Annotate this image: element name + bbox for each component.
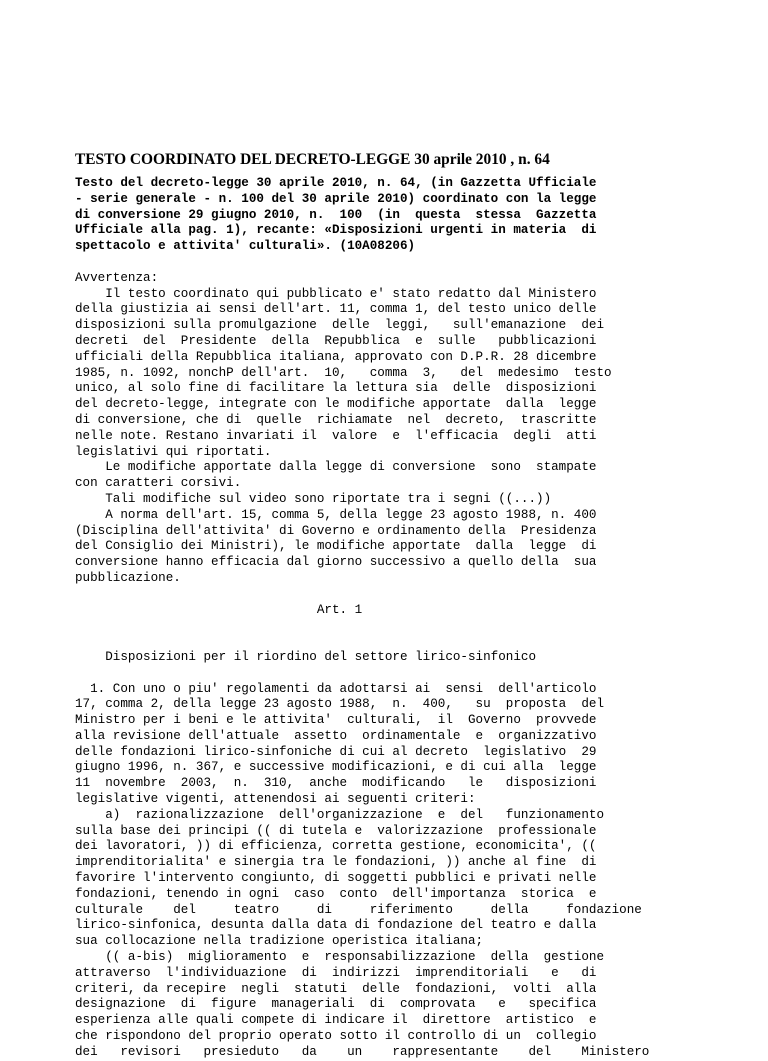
notice-line: Avvertenza: [75,270,159,285]
article-line: esperienza alle quali compete di indicare il direttore artistico e [75,1013,597,1028]
article-line: 1. Con uno o piu' regolamenti da adottarsi ai sensi dell'articolo [75,681,597,696]
spacer [75,587,695,603]
article-line: legislative vigenti, attenendosi ai seguenti criteri: [75,792,476,807]
article-line: che rispondono del proprio operato sotto il controllo di un collegio [75,1029,597,1044]
article-line: 17, comma 2, della legge 23 agosto 1988, n. 400, su proposta del [75,697,605,712]
article-line: favorire l'intervento congiunto, di soggetti pubblici e privati nelle [75,871,597,886]
article-line: 11 novembre 2003, n. 310, anche modificando le disposizioni [75,776,597,791]
spacer [75,618,695,634]
article-line: sua collocazione nella tradizione operistica italiana; [75,934,484,949]
article-line: alla revisione dell'attuale assetto ordinamentale e organizzativo [75,728,597,743]
document-page [75,150,695,1061]
article-line: Ministro per i beni e le attivita' culturali, il Governo provvede [75,713,597,728]
notice-line: con caratteri corsivi. [75,476,242,491]
notice-line: ufficiali della Repubblica italiana, approvato con D.P.R. 28 dicembre [75,349,597,364]
notice-line: disposizioni sulla promulgazione delle leggi, sull'emanazione dei [75,318,605,333]
article-line: giugno 1996, n. 367, e successive modificazioni, e di cui alla legge [75,760,597,775]
notice-line: della giustizia ai sensi dell'art. 11, comma 1, del testo unico delle [75,302,597,317]
notice-line: (Disciplina dell'attivita' di Governo e ordinamento della Presidenza [75,523,597,538]
article-line: sulla base dei principi (( di tutela e valorizzazione professionale [75,823,597,838]
article-line: criteri, da recepire negli statuti delle fondazioni, volti alla [75,981,597,996]
article-body [75,682,695,1061]
article-line: imprenditorialita' e sinergia tra le fondazioni, )) anche al fine di [75,855,597,870]
document-subtitle [75,176,695,255]
subtitle-line: - serie generale - n. 100 del 30 aprile 2010) coordinato con la legge [75,191,597,206]
notice-line: legislativi qui riportati. [75,444,272,459]
spacer [75,666,695,682]
document-title: TESTO COORDINATO DEL DECRETO-LEGGE 30 aprile 2010 , n. 64 [75,151,550,168]
notice-line: conversione hanno efficacia dal giorno successivo a quello della sua [75,555,597,570]
notice-line: Il testo coordinato qui pubblicato e' stato redatto dal Ministero [75,286,597,301]
subtitle-line: di conversione 29 giugno 2010, n. 100 (in questa stessa Gazzetta [75,207,597,222]
article-title: Disposizioni per il riordino del settore lirico-sinfonico [75,649,537,664]
notice-line: pubblicazione. [75,570,181,585]
notice-line: 1985, n. 1092, nonchP dell'art. 10, comma 3, del medesimo testo [75,365,612,380]
notice-line: del Consiglio dei Ministri), le modifiche apportate dalla legge di [75,539,597,554]
notice-line: del decreto-legge, integrate con le modifiche apportate dalla legge [75,397,597,412]
notice-line: unico, al solo fine di facilitare la lettura sia delle disposizioni [75,381,597,396]
notice-line: Tali modifiche sul video sono riportate tra i segni ((...)) [75,491,552,506]
notice-line: di conversione, che di quelle richiamate nel decreto, trascritte [75,412,597,427]
subtitle-line: spettacolo e attivita' culturali». (10A08206) [75,239,416,254]
article-line: lirico-sinfonica, desunta dalla data di fondazione del teatro e dalla [75,918,597,933]
article-line: a) razionalizzazione dell'organizzazione e del funzionamento [75,807,605,822]
notice-line: decreti del Presidente della Repubblica e sulle pubblicazioni [75,333,597,348]
article-line: dei revisori presieduto da un rappresentante del Ministero [75,1044,650,1059]
article-line: attraverso l'individuazione di indirizzi imprenditoriali e di [75,965,597,980]
spacer [75,255,695,271]
article-line: culturale del teatro di riferimento della fondazione [75,902,642,917]
article-line: dei lavoratori, )) di efficienza, corretta gestione, economicita', (( [75,839,597,854]
subtitle-line: Testo del decreto-legge 30 aprile 2010, n. 64, (in Gazzetta Ufficiale [75,176,597,190]
article-line: (( a-bis) miglioramento e responsabilizzazione della gestione [75,950,605,965]
notice-line: A norma dell'art. 15, comma 5, della legge 23 agosto 1988, n. 400 [75,507,597,522]
spacer [75,634,695,650]
notice-line: nelle note. Restano invariati il valore e l'efficacia degli atti [75,428,597,443]
notice-block [75,271,695,587]
article-line: designazione di figure manageriali di comprovata e specifica [75,997,597,1012]
subtitle-line: Ufficiale alla pag. 1), recante: «Disposizioni urgenti in materia di [75,223,597,238]
article-line: delle fondazioni lirico-sinfoniche di cui al decreto legislativo 29 [75,744,597,759]
article-heading: Art. 1 [75,602,363,617]
article-line: fondazioni, tenendo in ogni caso conto dell'importanza storica e [75,886,597,901]
notice-line: Le modifiche apportate dalla legge di conversione sono stampate [75,460,597,475]
